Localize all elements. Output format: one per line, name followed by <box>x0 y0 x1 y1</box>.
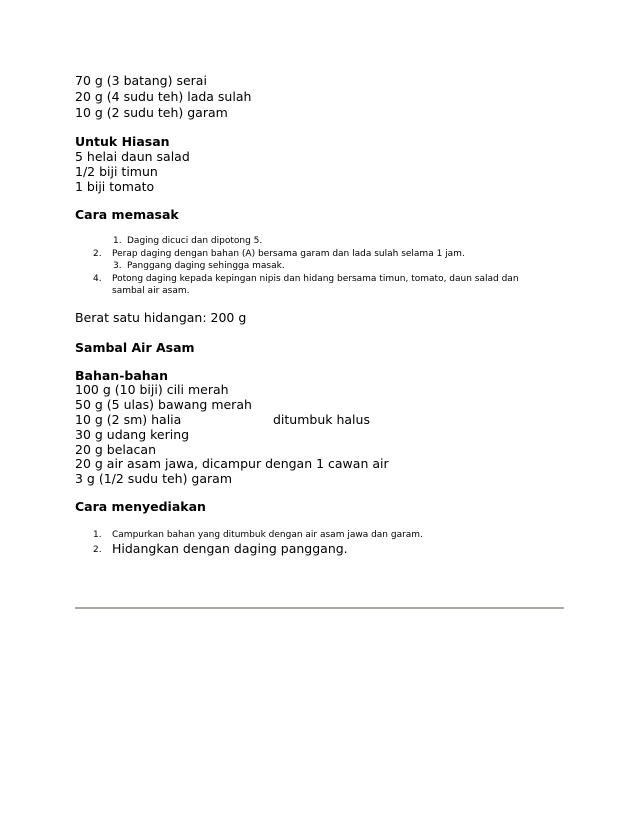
step-text: Hidangkan dengan daging panggang. <box>112 541 348 556</box>
horizontal-divider <box>75 607 564 609</box>
hiasan-item: 5 helai daun salad <box>75 149 190 164</box>
step-number: 2. <box>93 249 102 259</box>
hiasan-item: 1 biji tomato <box>75 179 155 194</box>
step-text: Campurkan bahan yang ditumbuk dengan air asam jawa dan garam. <box>112 530 423 540</box>
hiasan-heading: Untuk Hiasan <box>75 134 170 149</box>
ingredient-serai: 70 g (3 batang) serai <box>75 73 207 88</box>
hiasan-item: 1/2 biji timun <box>75 164 158 179</box>
cara-menyediakan-heading: Cara menyediakan <box>75 499 206 514</box>
step-number: 3. <box>113 261 122 271</box>
bahan-heading: Bahan-bahan <box>75 368 168 383</box>
ingredient-lada-sulah: 20 g (4 sudu teh) lada sulah <box>75 89 252 104</box>
step-number: 1. <box>113 236 122 246</box>
ditumbuk-note: ditumbuk halus <box>273 412 370 427</box>
ingredient-garam: 10 g (2 sudu teh) garam <box>75 105 228 120</box>
cara-memasak-heading: Cara memasak <box>75 207 179 222</box>
bahan-item: 50 g (5 ulas) bawang merah <box>75 397 252 412</box>
bahan-item: 20 g belacan <box>75 442 156 457</box>
step-number: 2. <box>93 545 102 555</box>
step-text: Perap daging dengan bahan (A) bersama garam dan lada sulah selama 1 jam. <box>112 249 465 259</box>
bahan-item: 3 g (1/2 sudu teh) garam <box>75 471 233 486</box>
step-text: Daging dicuci dan dipotong 5. <box>127 236 263 246</box>
serving-weight: Berat satu hidangan: 200 g <box>75 310 247 325</box>
bahan-item: 100 g (10 biji) cili merah <box>75 382 229 397</box>
step-number: 4. <box>93 274 102 284</box>
step-text: Panggang daging sehingga masak. <box>127 261 285 271</box>
step-number: 1. <box>93 530 102 540</box>
bahan-item: 20 g air asam jawa, dicampur dengan 1 cawan air <box>75 456 389 471</box>
step-text-continued: sambal air asam. <box>112 286 190 296</box>
bahan-item: 30 g udang kering <box>75 427 190 442</box>
sambal-title: Sambal Air Asam <box>75 340 195 355</box>
bahan-item: 10 g (2 sm) halia <box>75 412 182 427</box>
step-text: Potong daging kepada kepingan nipis dan hidang bersama timun, tomato, daun salad dan <box>112 274 519 284</box>
